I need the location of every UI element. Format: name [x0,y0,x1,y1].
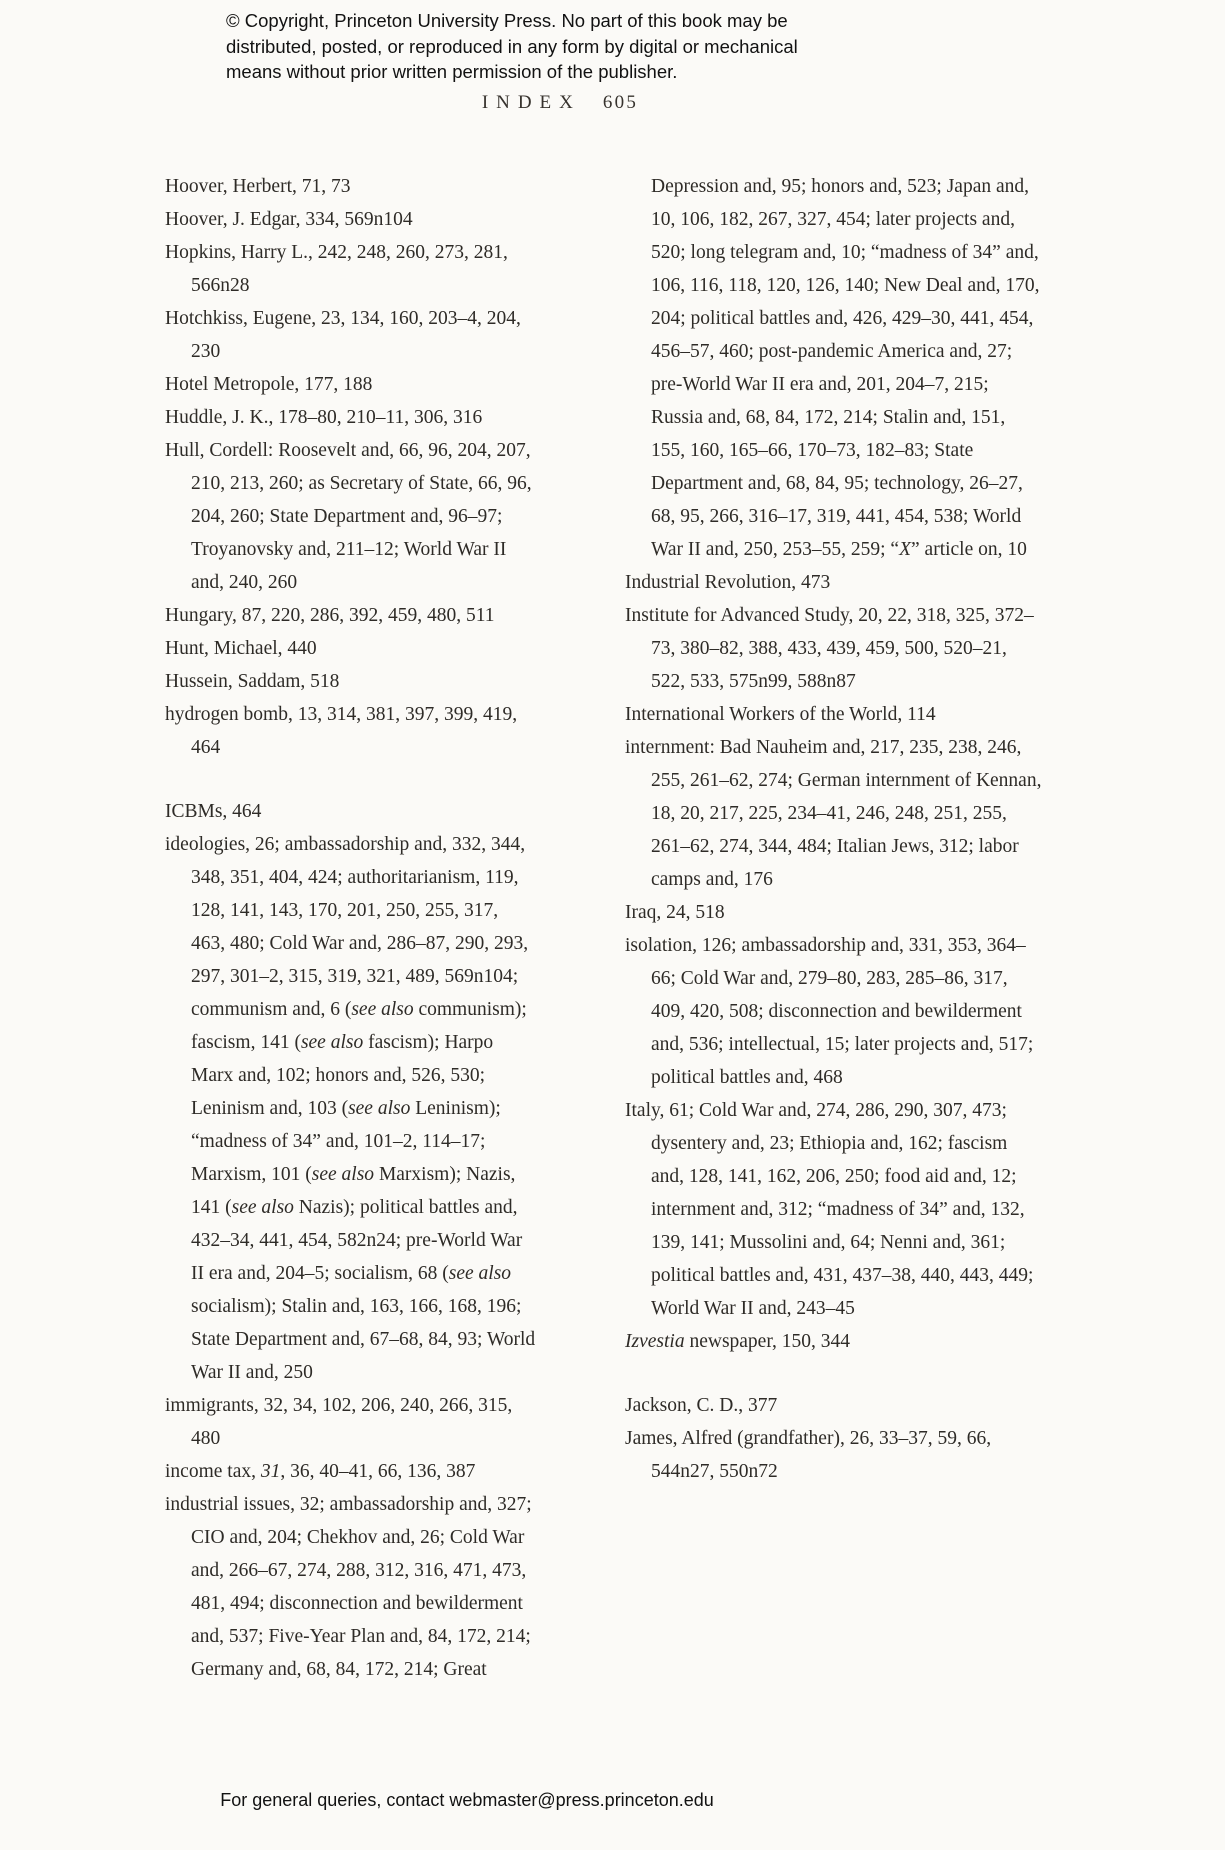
index-entry: Iraq, 24, 518 [625,902,725,923]
index-entry: isolation, 126; ambassadorship and, 331, 353, 364–66; Cold War and, 279–80, 283, 285–86, 317, 409, 420, 508; disconnection and bewilderment and, 536; intellectual, 15; later projects and, 517; political battles and, 468 [625,935,1034,1088]
section-break [165,764,537,795]
index-entry: Industrial Revolution, 473 [625,572,831,593]
index-entry: hydrogen bomb, 13, 314, 381, 397, 399, 419, 464 [165,704,518,758]
index-entry: Hussein, Saddam, 518 [165,671,340,692]
index-title: INDEX [481,92,581,113]
index-entry: Institute for Advanced Study, 20, 22, 318, 325, 372–73, 380–82, 388, 433, 439, 459, 500, 520–21, 522, 533, 575n99, 588n87 [625,605,1034,692]
index-entry: Italy, 61; Cold War and, 274, 286, 290, 307, 473; dysentery and, 23; Ethiopia and, 162; fascism and, 128, 141, 162, 206, 250; food aid and, 12; internment and, 312; “madness of 34” and, 132, 139, 141; Mussolini and, 64; Nenni and, 361; political battles and, 431, 437–38, 440, 443, 449; World War II and, 243–45 [625,1100,1034,1319]
index-entry: Hotchkiss, Eugene, 23, 134, 160, 203–4, 204, 230 [165,308,521,362]
index-entry: ICBMs, 464 [165,801,262,822]
index-entry: Hunt, Michael, 440 [165,638,317,659]
index-entry: industrial issues, 32; ambassadorship and, 327; CIO and, 204; Chekhov and, 26; Cold War and, 266–67, 274, 288, 312, 316, 471, 473, 481, 494; disconnection and bewilderment and, 537; Five-Year Plan and, 84, 172, 214; Germany and, 68, 84, 172, 214; Great [165,1494,532,1680]
index-entry: Huddle, J. K., 178–80, 210–11, 306, 316 [165,407,483,428]
index-entry: Jackson, C. D., 377 [625,1395,778,1416]
copyright-line: distributed, posted, or reproduced in any form by digital or mechanical [226,35,798,57]
index-entry: Izvestia newspaper, 150, 344 [625,1331,851,1352]
index-entry: immigrants, 32, 34, 102, 206, 240, 266, 315, 480 [165,1395,513,1449]
index-entry: International Workers of the World, 114 [625,704,936,725]
index-entry: Hull, Cordell: Roosevelt and, 66, 96, 204, 207, 210, 213, 260; as Secretary of State, 66, 96, 204, 260; State Department and, 96–97; Troyanovsky and, 211–12; World War II and, 240, 260 [165,440,532,593]
index-right-column [625,170,1043,1488]
index-entry: internment: Bad Nauheim and, 217, 235, 238, 246, 255, 261–62, 274; German internment of Kennan, 18, 20, 217, 225, 234–41, 246, 248, 251, 255, 261–62, 274, 344, 484; Italian Jews, 312; labor camps and, 176 [625,737,1042,890]
copyright-line: © Copyright, Princeton University Press. No part of this book may be [226,10,788,31]
footer-text: For general queries, contact webmaster@press.princeton.edu [220,1790,714,1810]
footer-queries [0,1790,934,1811]
page-number: 605 [602,92,639,113]
index-entry: Hotel Metropole, 177, 188 [165,374,373,395]
index-entry: Hoover, Herbert, 71, 73 [165,176,351,197]
copyright-notice [226,8,798,85]
index-left-column [165,170,537,1686]
index-entry: Hoover, J. Edgar, 334, 569n104 [165,209,413,230]
running-head [0,92,1120,114]
index-entry-continuation: Depression and, 95; honors and, 523; Japan and, 10, 106, 182, 267, 327, 454; later projects and, 520; long telegram and, 10; “madness of 34” and, 106, 116, 118, 120, 126, 140; New Deal and, 170, 204; political battles and, 426, 429–30, 441, 454, 456–57, 460; post-pandemic America and, 27; pre-World War II era and, 201, 204–7, 215; Russia and, 68, 84, 172, 214; Stalin and, 151, 155, 160, 165–66, 170–73, 182–83; State Department and, 68, 84, 95; technology, 26–27, 68, 95, 266, 316–17, 319, 441, 454, 538; World War II and, 250, 253–55, 259; “X” article on, 10 [651,176,1040,560]
index-entry: Hopkins, Harry L., 242, 248, 260, 273, 281, 566n28 [165,242,508,296]
section-break [625,1358,1043,1389]
index-entry: Hungary, 87, 220, 286, 392, 459, 480, 511 [165,605,495,626]
index-entry: James, Alfred (grandfather), 26, 33–37, 59, 66, 544n27, 550n72 [625,1428,992,1482]
index-entry: income tax, 31, 36, 40–41, 66, 136, 387 [165,1461,476,1482]
copyright-line: means without prior written permission of the publisher. [226,61,678,82]
index-entry: ideologies, 26; ambassadorship and, 332, 344, 348, 351, 404, 424; authoritarianism, 119, 128, 141, 143, 170, 201, 250, 255, 317, 463, 480; Cold War and, 286–87, 290, 293, 297, 301–2, 315, 319, 321, 489, 569n104; communism and, 6 (see also communism); fascism, 141 (see also fascism); Harpo Marx and, 102; honors and, 526, 530; Leninism and, 103 (see also Leninism); “madness of 34” and, 101–2, 114–17; Marxism, 101 (see also Marxism); Nazis, 141 (see also Nazis); political battles and, 432–34, 441, 454, 582n24; pre-World War II era and, 204–5; socialism, 68 (see also socialism); Stalin and, 163, 166, 168, 196; State Department and, 67–68, 84, 93; World War II and, 250 [165,834,536,1383]
